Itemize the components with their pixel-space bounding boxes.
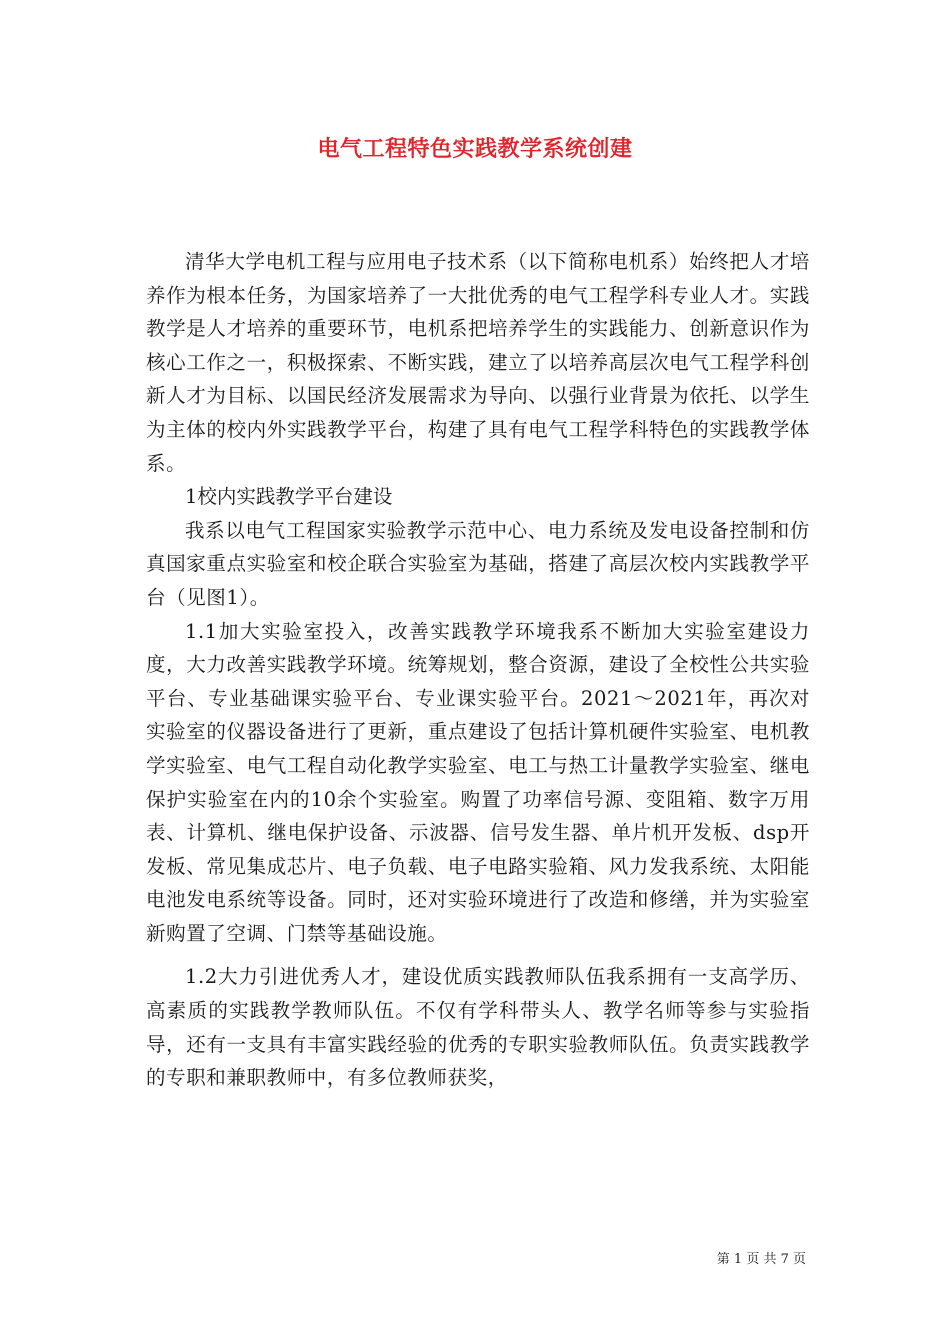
document-body bbox=[146, 245, 810, 1095]
paragraph-section-1: 我系以电气工程国家实验教学示范中心、电力系统及发电设备控制和仿真国家重点实验室和校企联合实验室为基础，搭建了高层次校内实践教学平台（见图1）。 bbox=[146, 518, 810, 609]
paragraph-gap bbox=[146, 950, 810, 960]
paragraph-intro: 清华大学电机工程与应用电子技术系（以下简称电机系）始终把人才培养作为根本任务，为国家培养了一大批优秀的电气工程学科专业人才。实践教学是人才培养的重要环节，电机系把培养学生的实践能力、创新意识作为核心工作之一，积极探索、不断实践，建立了以培养高层次电气工程学科创新人才为目标、以国民经济发展需求为导向、以强行业背景为依托、以学生为主体的校内外实践教学平台，构建了具有电气工程学科特色的实践教学体系。 bbox=[146, 250, 810, 475]
paragraph-section-1-1: 1.1加大实验室投入，改善实践教学环境我系不断加大实验室建设力度，大力改善实践教学环境。统筹规划，整合资源，建设了全校性公共实验平台、专业基础课实验平台、专业课实验平台。2021～2021年，再次对实验室的仪器设备进行了更新，重点建设了包括计算机硬件实验室、电机教学实验室、电气工程自动化教学实验室、电工与热工计量教学实验室、继电保护实验室在内的10余个实验室。购置了功率信号源、变阻箱、数字万用表、计算机、继电保护设备、示波器、信号发生器、单片机开发板、dsp开发板、常见集成芯片、电子负载、电子电路实验箱、风力发我系统、太阳能电池发电系统等设备。同时，还对实验环境进行了改造和修缮，并为实验室新购置了空调、门禁等基础设施。 bbox=[146, 619, 810, 945]
page-number: 第 1 页 共 7 页 bbox=[716, 1252, 806, 1267]
document-title: 电气工程特色实践教学系统创建 bbox=[317, 136, 633, 162]
section-heading-1: 1校内实践教学平台建设 bbox=[185, 485, 393, 509]
paragraph-section-1-2: 1.2大力引进优秀人才，建设优质实践教师队伍我系拥有一支高学历、高素质的实践教学教师队伍。不仅有学科带头人、教学名师等参与实验指导，还有一支具有丰富实践经验的优秀的专职实验教师队伍。负责实践教学的专职和兼职教师中，有多位教师获奖， bbox=[146, 965, 810, 1090]
